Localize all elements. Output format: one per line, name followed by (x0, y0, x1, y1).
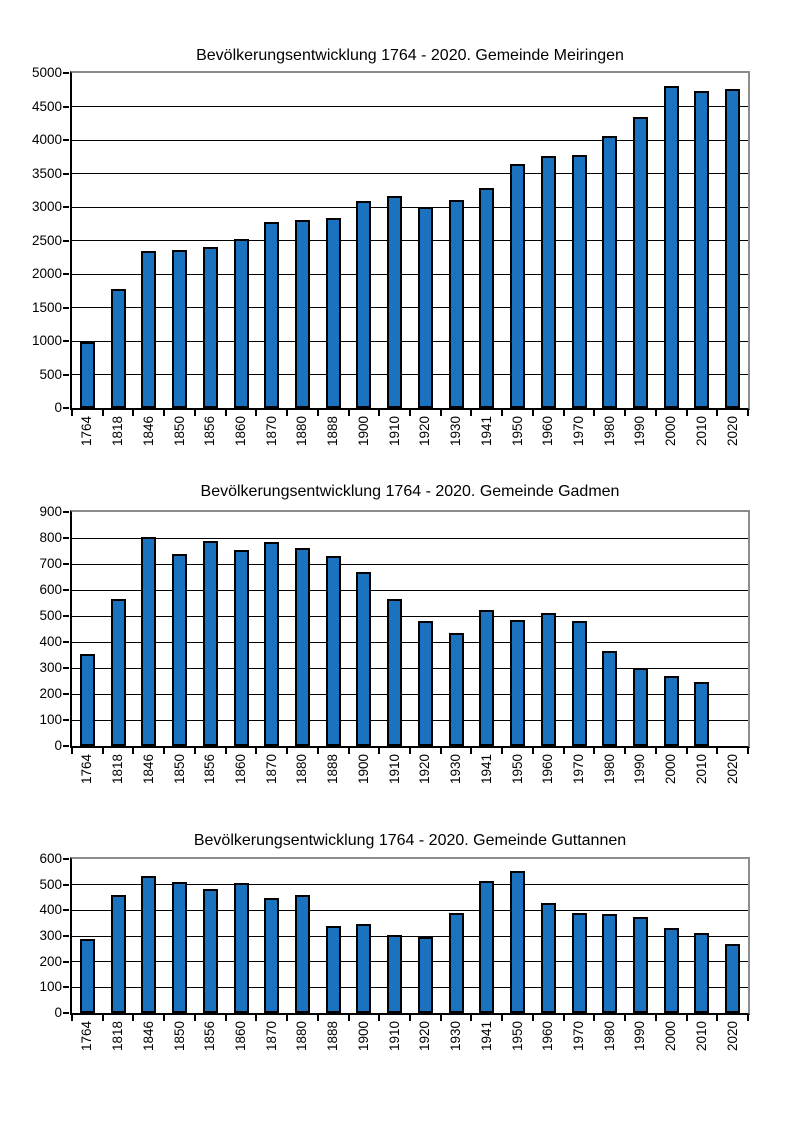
x-tick-label: 1850 (171, 1021, 187, 1052)
x-tick-label: 1856 (202, 416, 218, 447)
x-axis-tick (593, 1015, 595, 1021)
x-axis-tick (163, 1015, 165, 1021)
x-tick-label: 1818 (110, 754, 126, 785)
y-tick-label: 700 (39, 556, 62, 571)
x-tick-label: 1970 (571, 754, 586, 785)
x-tick-label: 1970 (571, 416, 586, 447)
x-axis-tick (501, 1015, 503, 1021)
x-tick-label: 2020 (724, 754, 740, 785)
y-tick-label: 200 (39, 953, 62, 969)
y-tick-label: 500 (39, 876, 62, 892)
x-tick-label: 1846 (140, 416, 156, 447)
y-tick-label: 0 (54, 1005, 62, 1020)
y-axis-tick (63, 961, 69, 963)
y-tick-label: 4000 (31, 132, 62, 147)
x-tick-label: 1888 (325, 754, 341, 785)
y-tick-label: 200 (39, 686, 62, 701)
x-tick-label: 1920 (417, 754, 433, 785)
x-tick-label: 2000 (663, 754, 679, 785)
x-tick-label: 1980 (601, 1021, 617, 1052)
x-tick-label: 1930 (448, 1021, 464, 1052)
x-tick-label: 1980 (601, 416, 617, 447)
y-tick-label: 0 (54, 738, 62, 753)
y-axis-tick (63, 858, 69, 860)
x-tick-label: 1941 (478, 416, 494, 447)
y-tick-label: 3500 (31, 165, 62, 181)
x-tick-label: 2020 (724, 1021, 740, 1052)
y-axis-tick (63, 1012, 69, 1014)
y-tick-label: 100 (39, 712, 62, 727)
x-tick-label: 1870 (263, 416, 279, 447)
x-tick-label: 1850 (171, 416, 187, 447)
x-axis-tick (194, 1015, 196, 1021)
chart-title-meiringen: Bevölkerungsentwicklung 1764 - 2020. Gemeinde Meiringen (196, 47, 624, 64)
x-tick-label: 1910 (386, 754, 402, 785)
y-axis-tick (63, 986, 69, 988)
y-tick-label: 2500 (31, 232, 62, 248)
x-tick-label: 1764 (79, 416, 95, 447)
x-axis-tick (255, 1015, 257, 1021)
x-tick-label: 1860 (233, 416, 248, 447)
y-tick-label: 300 (39, 928, 62, 943)
x-tick-label: 1888 (325, 416, 341, 447)
y-tick-label: 3000 (31, 199, 62, 214)
x-tick-label: 2020 (724, 416, 740, 447)
x-tick-label: 1910 (386, 416, 402, 447)
x-tick-label: 1910 (386, 1021, 402, 1052)
x-axis-tick (470, 1015, 472, 1021)
x-tick-label: 1990 (632, 1021, 648, 1052)
x-tick-label: 1960 (540, 416, 556, 447)
x-axis-tick (655, 1015, 657, 1021)
y-tick-label: 4500 (31, 98, 62, 114)
x-tick-label: 1846 (140, 754, 156, 785)
y-tick-label: 1500 (31, 299, 62, 315)
y-tick-label: 500 (39, 608, 62, 623)
x-tick-label: 1856 (202, 1021, 218, 1052)
x-tick-label: 1941 (478, 1021, 494, 1052)
x-axis-tick (71, 1015, 73, 1021)
x-tick-label: 2010 (693, 754, 709, 785)
x-axis-tick (317, 1015, 319, 1021)
chart-title-guttannen: Bevölkerungsentwicklung 1764 - 2020. Gemeinde Guttannen (193, 832, 627, 849)
y-tick-label: 400 (39, 634, 62, 649)
x-tick-label: 1860 (233, 1021, 248, 1052)
x-tick-label: 1880 (294, 416, 310, 447)
x-tick-label: 1764 (79, 754, 95, 785)
x-tick-label: 1764 (79, 1021, 95, 1052)
x-tick-label: 1888 (325, 1021, 341, 1052)
y-tick-label: 2000 (31, 266, 62, 281)
chart-title-gadmen: Bevölkerungsentwicklung 1764 - 2020. Gemeinde Gadmen (200, 483, 620, 500)
x-tick-label: 1880 (294, 1021, 310, 1052)
x-tick-label: 1856 (202, 754, 218, 785)
x-tick-label: 1920 (417, 1021, 433, 1052)
y-tick-label: 600 (39, 582, 62, 597)
x-tick-label: 1970 (571, 1021, 586, 1052)
x-tick-label: 1990 (632, 416, 648, 447)
x-axis-tick (102, 1015, 104, 1021)
x-tick-label: 1818 (110, 1021, 126, 1052)
x-tick-label: 1900 (355, 1021, 371, 1052)
x-axis-tick (409, 1015, 411, 1021)
y-tick-label: 1000 (31, 333, 62, 348)
x-axis-tick (440, 1015, 442, 1021)
x-axis-tick (348, 1015, 350, 1021)
x-tick-label: 1960 (540, 1021, 556, 1052)
y-tick-label: 5000 (31, 65, 62, 80)
x-tick-label: 1960 (540, 754, 556, 785)
y-axis-tick (63, 884, 69, 886)
x-tick-label: 1930 (448, 754, 464, 785)
x-axis-tick (624, 1015, 626, 1021)
x-tick-label: 1870 (263, 1021, 279, 1052)
x-axis-tick (716, 1015, 718, 1021)
x-tick-label: 1900 (355, 416, 371, 447)
x-axis-tick (225, 1015, 227, 1021)
x-tick-label: 1990 (632, 754, 648, 785)
x-tick-label: 1950 (509, 1021, 525, 1052)
plot-area-frame (70, 857, 750, 1015)
y-tick-label: 900 (39, 504, 62, 519)
x-tick-label: 1846 (140, 1021, 156, 1052)
x-tick-label: 1850 (171, 754, 187, 785)
y-tick-label: 300 (39, 660, 62, 675)
y-axis-tick (63, 909, 69, 911)
x-axis-tick (686, 1015, 688, 1021)
x-tick-label: 2000 (663, 416, 679, 447)
y-tick-label: 800 (39, 530, 62, 545)
x-tick-label: 2010 (693, 1021, 709, 1052)
x-tick-label: 2000 (663, 1021, 679, 1052)
x-tick-label: 1920 (417, 416, 433, 447)
y-tick-label: 100 (39, 979, 62, 995)
x-tick-label: 1818 (110, 416, 126, 447)
x-tick-label: 1930 (448, 416, 464, 447)
x-axis-tick (286, 1015, 288, 1021)
x-tick-label: 1980 (601, 754, 617, 785)
y-tick-label: 400 (39, 902, 62, 918)
x-tick-label: 1941 (478, 754, 494, 785)
y-axis-tick (63, 935, 69, 937)
x-axis-tick (378, 1015, 380, 1021)
x-axis-tick (532, 1015, 534, 1021)
x-axis-tick (563, 1015, 565, 1021)
x-axis-tick (132, 1015, 134, 1021)
x-axis-tick (747, 1015, 749, 1021)
x-tick-label: 1950 (509, 416, 525, 447)
x-tick-label: 2010 (693, 416, 709, 447)
y-tick-label: 600 (39, 851, 62, 866)
x-tick-label: 1860 (233, 754, 248, 785)
x-tick-label: 1900 (355, 754, 371, 785)
x-tick-label: 1870 (263, 754, 279, 785)
x-tick-label: 1950 (509, 754, 525, 785)
y-tick-label: 0 (54, 400, 62, 415)
y-tick-label: 500 (39, 366, 62, 382)
x-tick-label: 1880 (294, 754, 310, 785)
